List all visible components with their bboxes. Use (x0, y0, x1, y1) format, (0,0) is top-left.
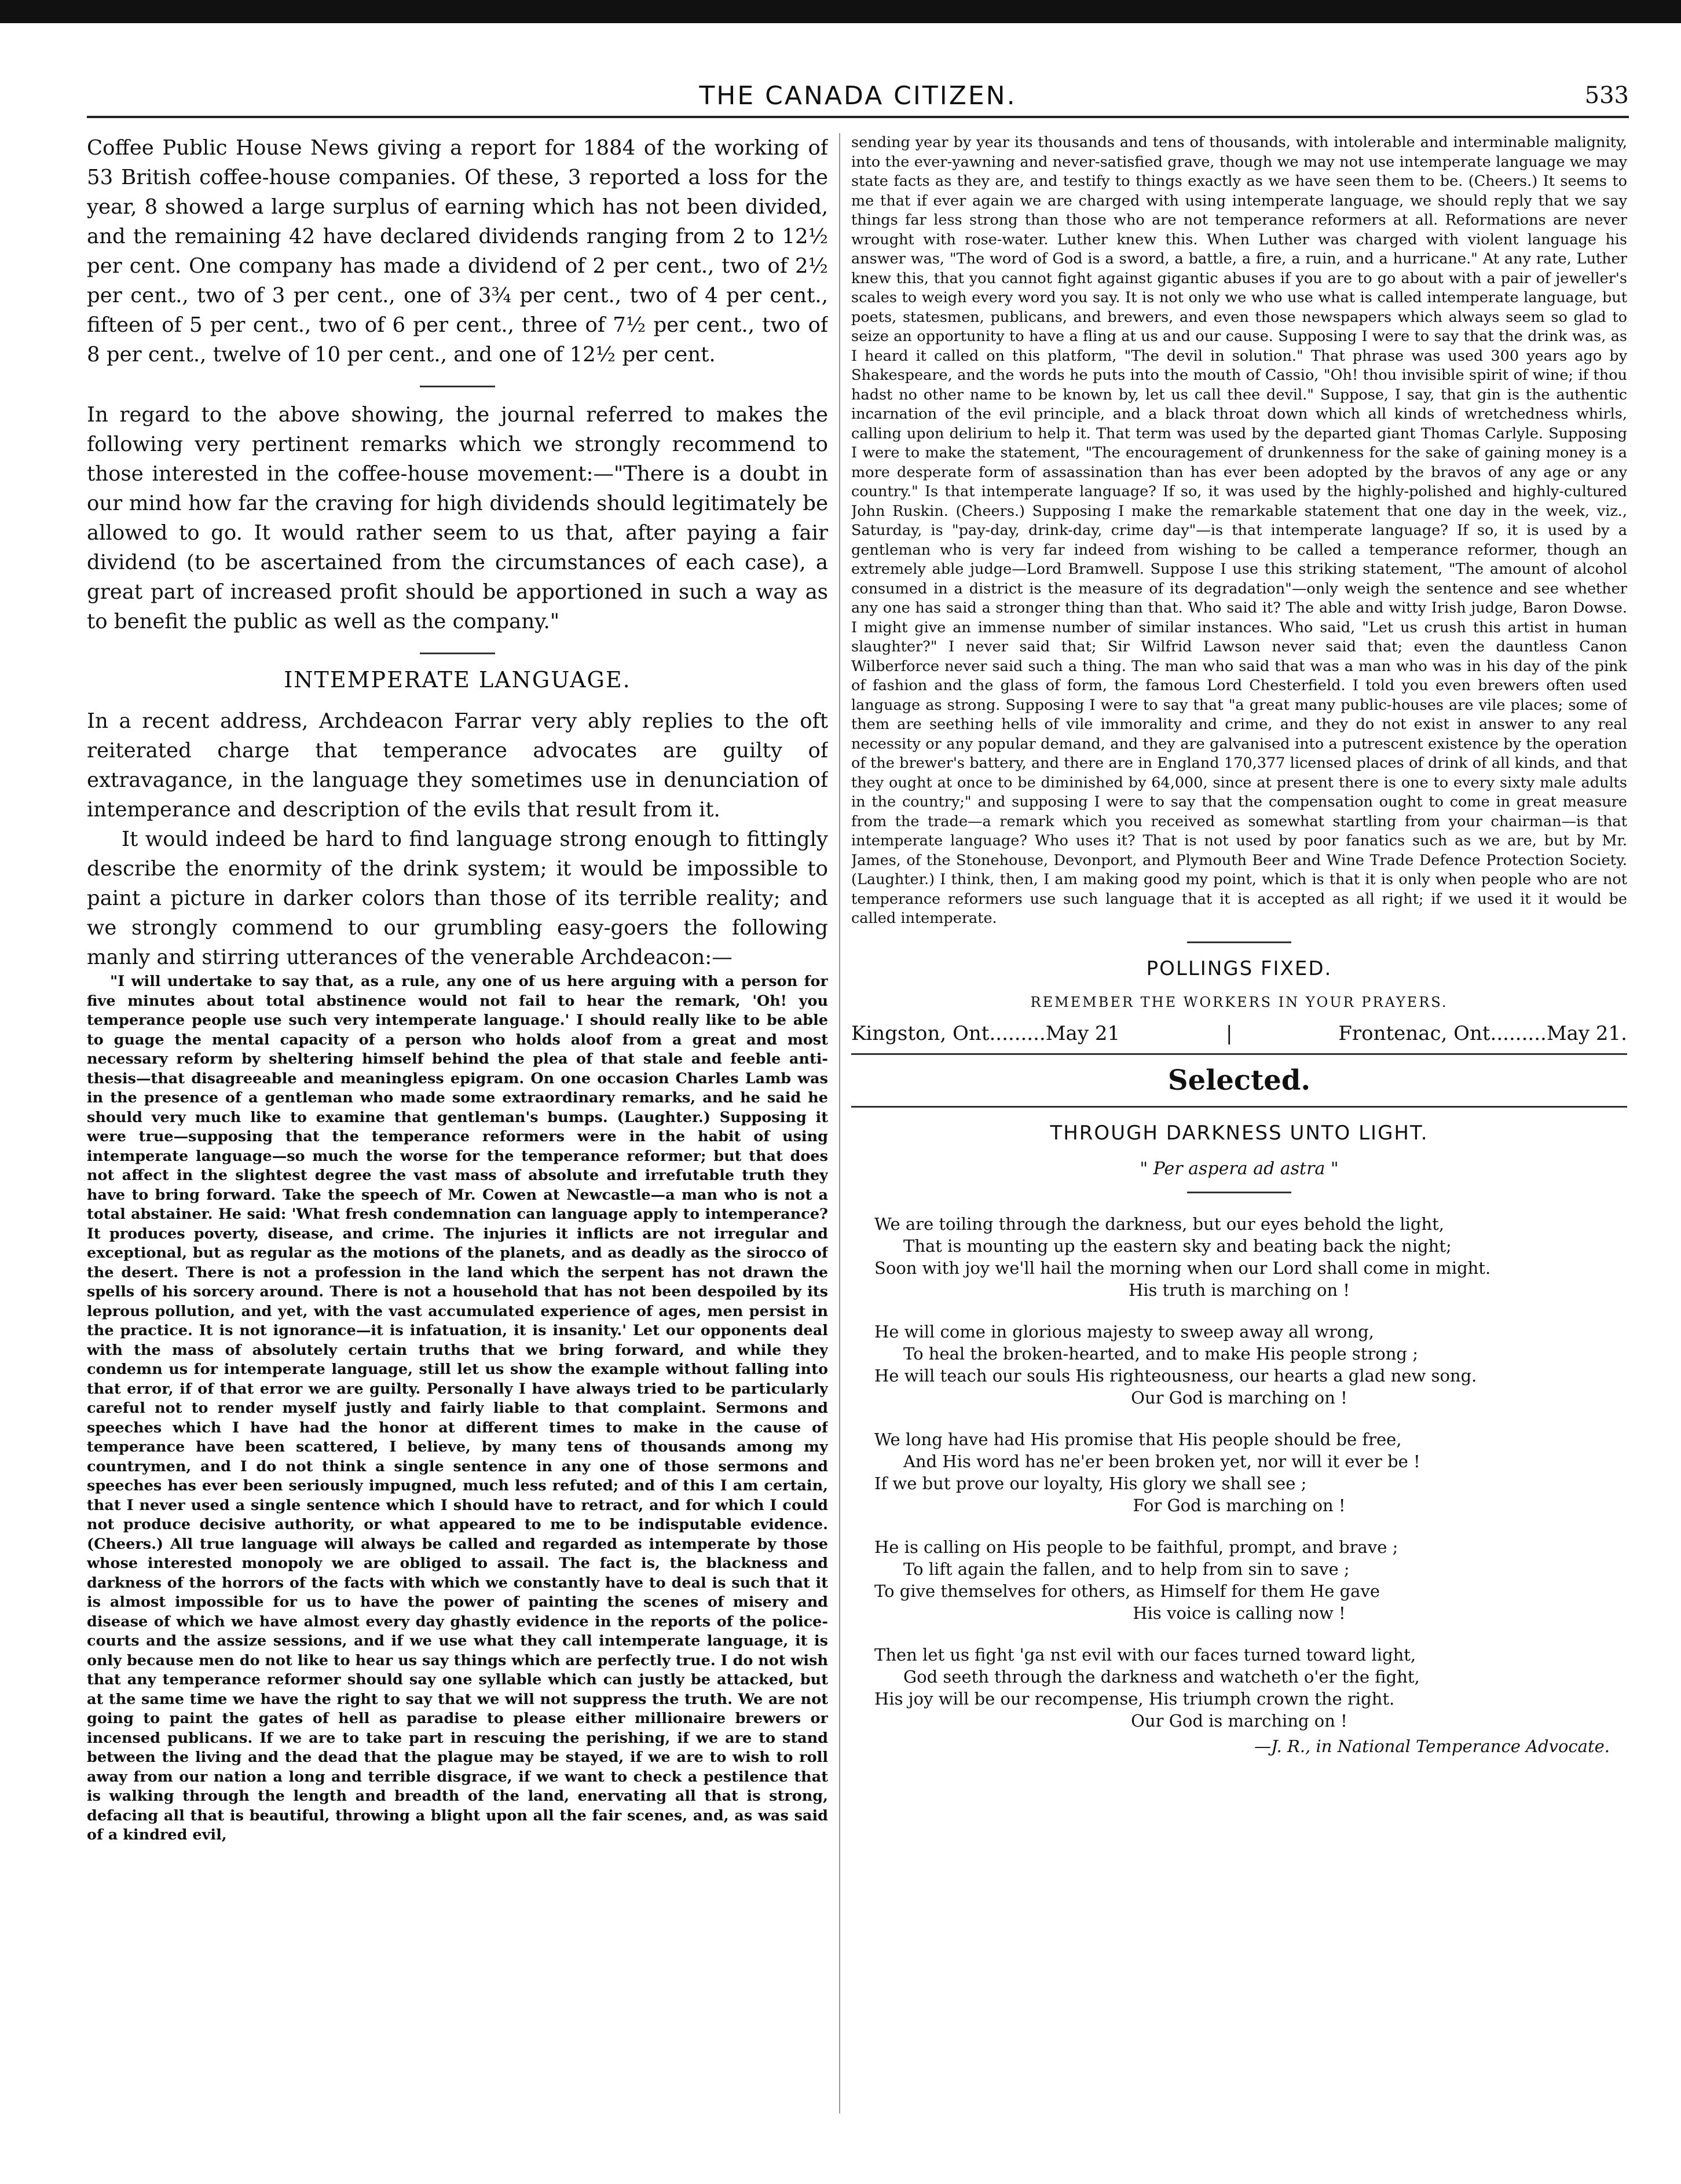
coffee-remarks-paragraph: In regard to the above showing, the journal referred to makes the following very pertinent remarks which we strongly recommend to those interested in the coffee-house movement:—"There is a doubt in our mind how far the craving for high dividends should legitimately be allowed to go. It would rather seem to us that, after paying a fair dividend (to be ascertained from the circumstances of each case), a great part of increased profit should be apportioned in such a way as to benefit the public as well as the company." (87, 403, 828, 633)
column-divider (839, 133, 840, 2113)
pollings-title: POLLINGS FIXED. (1146, 957, 1332, 980)
remember-line: REMEMBER THE WORKERS IN YOUR PRAYERS. (1030, 994, 1448, 1010)
farrar-quotation: "I will undertake to say that, as a rule, any one of us here arguing with a person for five minutes about total abstinence would not fail to hear the remark, 'Oh! you temperance people use such very intemperate language.' I should really like to be able to guage the mental capacity of a person who holds aloof from a great and most necessary reform by sheltering himself behind the plea of that stale and feeble anti-thesis—that disagreeable and meaningless epigram. On one occasion Charles Lamb was in the presence of a gentleman who made some extraordinary remarks, and he said he should very much like to examine that gentleman's bumps. (Laughter.) Supposing it were true—supposing that the temperance reformers were in the habit of using intemperate language—so much the worse for the temperance reformer; but that does not affect in the slightest degree the vast mass of absolute and irrefutable truth they have to bring forward. Take the speech of Mr. Cowen at Newcastle—a man who is not a total abstainer. He said: 'What fresh condemnation can language apply to intemperance? It produces poverty, disease, and crime. The injuries it inflicts are not irregular and exceptional, but as regular as the motions of the planets, and as deadly as the sirocco of the desert. There is not a profession in the land which the serpent has not drawn the spells of his sorcery around. There is not a household that has not been despoiled by its leprous pollution, and yet, with the vast accumulated experience of ages, men persist in the practice. It is not ignorance—it is infatuation, it is insanity.' Let our opponents deal with the mass of absolutely certain truths that we bring forward, and while they condemn us for intemperate language, still let us show the example without falling into that error, if of that error we are guilty. Personally I have always tried to be particularly careful not to render myself justly and fairly liable to that complaint. Sermons and speeches which I have had the honor at different times to make in the cause of temperance have been scattered, I believe, by many tens of thousands among my countrymen, and I do not think a single sentence in any one of those sermons and speeches has ever been seriously impugned, much less refuted; and of this I am certain, that I never used a single sentence which I should have to retract, and for which I could not produce decisive authority, or what appeared to me to be indisputable evidence. (Cheers.) All true language will always be called and regarded as intemperate by those whose interested monopoly we are obliged to assail. The fact is, the blackness and darkness of the horrors of the facts with which we constantly have to deal is such that it is almost impossible for us to have the power of painting the scenes of misery and disease of which we have almost every day ghastly evidence in the reports of the police-courts and the assize sessions, and if we use what they call intemperate language, it is only because men do not like to hear us say things which are perfectly true. I do not wish that any temperance reformer should say one syllable which can justly be attacked, but at the same time we have the right to say that we will not suppress the truth. We are not going to paint the gates of hell as paradise to please either millionaire brewers or incensed publicans. If we are to take part in rescuing the perishing, if we are to stand between the living and the dead that the plague may be stayed, if we are to wish to roll away from our nation a long and terrible disgrace, if we want to check a pestilence that is walking through the length and breadth of the land, enervating all that is strong, defacing all that is beautiful, throwing a blight upon all the fair scenes, and, as was said of a kindred evil, (87, 973, 828, 1844)
poem-line: We long have had His promise that His people should be free, (874, 1429, 1402, 1449)
section-title: INTEMPERATE LANGUAGE. (284, 667, 631, 692)
poem-stanza (851, 1536, 1627, 1624)
poem-stanza (851, 1213, 1627, 1301)
divider (420, 386, 495, 387)
top-border (0, 0, 1681, 23)
farrar-quotation-continued: sending year by year its thousands and tens of thousands, with intolerable and interminable malignity, into the ever-yawning and never-satisfied grave, though we may not use intemperate language we may state facts as they are, and testify to things exactly as we have seen them to be. (Cheers.) It seems to me that if ever again we are charged with using intemperate language, we should reply that we say things far less strong than those who are not temperance reformers at all. Reformations are never wrought with rose-water. Luther knew this. When Luther was charged with violent language his answer was, "The word of God is a sword, a battle, a fire, a ruin, and a hurricane." At any rate, Luther knew this, that you cannot fight against gigantic abuses if you are to go about with a pair of jeweller's scales to weigh every word you say. It is not only we who use what is called intemperate language, but poets, statesmen, publicans, and brewers, and even those newspapers which always seem so glad to seize an opportunity to have a fling at us and our cause. Supposing I were to say that the drink was, as I heard it called on this platform, "The devil in solution." That phrase was used 300 years ago by Shakespeare, and the words he puts into the mouth of Cassio, "Oh! thou invisible spirit of wine; if thou hadst no other name to be known by, let us call thee devil." Suppose, I say, that gin is the authentic incarnation of the evil principle, and a black throat down which all kinds of wretchedness whirls, calling upon delirium to help it. That term was used by the departed giant Thomas Carlyle. Supposing I were to make the statement, "The encouragement of drunkenness for the sake of gaining money is a more desperate form of assassination than has ever been adopted by the bravos of any age or any country." Is that intemperate language? If so, it was used by the highly-polished and highly-cultured John Ruskin. (Cheers.) Supposing I make the remarkable statement that one day in the week, viz., Saturday, is "pay-day, drink-day, crime day"—is that intemperate language? If so, it is used by a gentleman who is very far indeed from wishing to be called a temperance reformer, though an extremely able judge—Lord Bramwell. Suppose I use this striking statement, "The amount of alcohol consumed in a district is the measure of its degradation"—only weigh the sentence and see whether any one has said a stronger thing than that. Who said it? The able and witty Irish judge, Baron Dowse. I might give an immense number of similar instances. Who said, "Let us crush this artist in human slaughter?" I never said that; Sir Wilfrid Lawson never said that; even the dauntless Canon Wilberforce never said such a thing. The man who said that was a man who was in his day of the pink of fashion and the glass of form, the famous Lord Chesterfield. I told you even brewers often used language as strong. Supposing I were to say that "a great many public-houses are vile places; some of them are seething hells of vile immorality and crime, and they do not exist in answer to any real necessity or any popular demand, and they are galvanised into a putrescent existence by the operation of the brewer's battery, and there are in England 170,377 licensed places of drink of all kinds, and that they ought at once to be diminished by 64,000, since at present there is one to every sixty male adults in the country;" and supposing I were to say that the compensation ought to come in great measure from the trade—a remark which you received as somewhat startling from your chairman—is that intemperate language? Who uses it? That is not used by poor fanatics such as we are, but by Mr. James, of the Stonehouse, Devonport, and Plymouth Beer and Wine Trade Defence Protection Society. (Laughter.) I think, then, I am making good my point, which is that it is only when people who are not temperance reformers use such language that it is accepted as all right; if we used it it would be called intemperate. (851, 134, 1627, 927)
poem-line: Soon with joy we'll hail the morning when our Lord shall come in might. (874, 1258, 1491, 1278)
poem-line: To give themselves for others, as Himself for them He gave (874, 1581, 1380, 1601)
page-number: 533 (1584, 82, 1629, 109)
poem-stanza (851, 1321, 1627, 1409)
pollings-row (851, 1022, 1627, 1045)
poem (851, 1213, 1627, 1757)
divider (420, 653, 495, 654)
running-title: THE CANADA CITIZEN. (699, 81, 1017, 111)
selected-heading: Selected. (1167, 1064, 1311, 1097)
poem-title: THROUGH DARKNESS UNTO LIGHT. (1050, 1121, 1429, 1145)
farrar-lead-paragraph: It would indeed be hard to find language strong enough to fittingly describe the enormity of the drink system; it would be impossible to paint a picture in darker colors than those of its terrible reality; and we strongly commend to our grumbling easy-goers the following manly and stirring utterances of the venerable Archdeacon:— (87, 827, 828, 969)
poem-line: His joy will be our recompense, His triumph crown the right. (874, 1688, 1395, 1709)
poem-line: He will teach our souls His righteousness, our hearts a glad new song. (874, 1365, 1477, 1386)
polling-kingston: Kingston, Ont.........May 21 (851, 1021, 1120, 1045)
poem-refrain: His truth is marching on ! (1128, 1280, 1350, 1300)
poem-refrain: His voice is calling now ! (1133, 1603, 1346, 1623)
coffee-report-paragraph: Coffee Public House News giving a report for 1884 of the working of 53 British coffee-house companies. Of these, 3 reported a loss for the year, 8 showed a large surplus of earning which has not been divided, and the remaining 42 have declared dividends ranging from 2 to 12½ per cent. One company has made a dividend of 2 per cent., two of 2½ per cent., two of 3 per cent., one of 3¾ per cent., two of 4 per cent., fifteen of 5 per cent., two of 6 per cent., three of 7½ per cent., two of 8 per cent., twelve of 10 per cent., and one of 12½ per cent. (87, 136, 828, 367)
page-header (87, 75, 1629, 118)
poem-line: To heal the broken-hearted, and to make His people strong ; (903, 1343, 1418, 1364)
polling-separator: | (1225, 1021, 1233, 1045)
poem-line: God seeth through the darkness and watcheth o'er the fight, (903, 1666, 1420, 1687)
polling-frontenac: Frontenac, Ont.........May 21. (1338, 1021, 1627, 1045)
poem-refrain: Our God is marching on ! (1131, 1710, 1347, 1731)
poem-line: We are toiling through the darkness, but our eyes behold the light, (874, 1214, 1445, 1234)
poem-line: He will come in glorious majesty to sweep away all wrong, (874, 1321, 1374, 1342)
divider (1187, 1192, 1291, 1193)
poem-line: If we but prove our loyalty, His glory we shall see ; (874, 1473, 1307, 1493)
poem-epigraph: " Per aspera ad astra " (1140, 1158, 1339, 1179)
poem-stanza (851, 1428, 1627, 1516)
divider (1187, 941, 1291, 943)
poem-line: To lift again the fallen, and to help from sin to save ; (903, 1559, 1350, 1579)
poem-stanza (851, 1644, 1627, 1757)
divider (851, 1053, 1627, 1055)
farrar-intro-paragraph: In a recent address, Archdeacon Farrar very ably replies to the oft reiterated charge that temperance advocates are guilty of extravagance, in the language they sometimes use in denunciation of intemperance and description of the evils that result from it. (87, 709, 828, 822)
poem-line: That is mounting up the eastern sky and beating back the night; (903, 1236, 1452, 1256)
left-column (87, 133, 828, 2125)
poem-line: And His word has ne'er been broken yet, nor will it ever be ! (903, 1451, 1420, 1471)
poem-line: He is calling on His people to be faithful, prompt, and brave ; (874, 1537, 1398, 1557)
poem-refrain: For God is marching on ! (1133, 1495, 1346, 1515)
divider (851, 1106, 1627, 1108)
poem-refrain: Our God is marching on ! (1131, 1387, 1347, 1408)
poem-attribution: —J. R., in National Temperance Advocate. (1254, 1736, 1610, 1756)
poem-line: Then let us fight 'ga nst evil with our faces turned toward light, (874, 1644, 1416, 1665)
right-column (851, 133, 1627, 2125)
